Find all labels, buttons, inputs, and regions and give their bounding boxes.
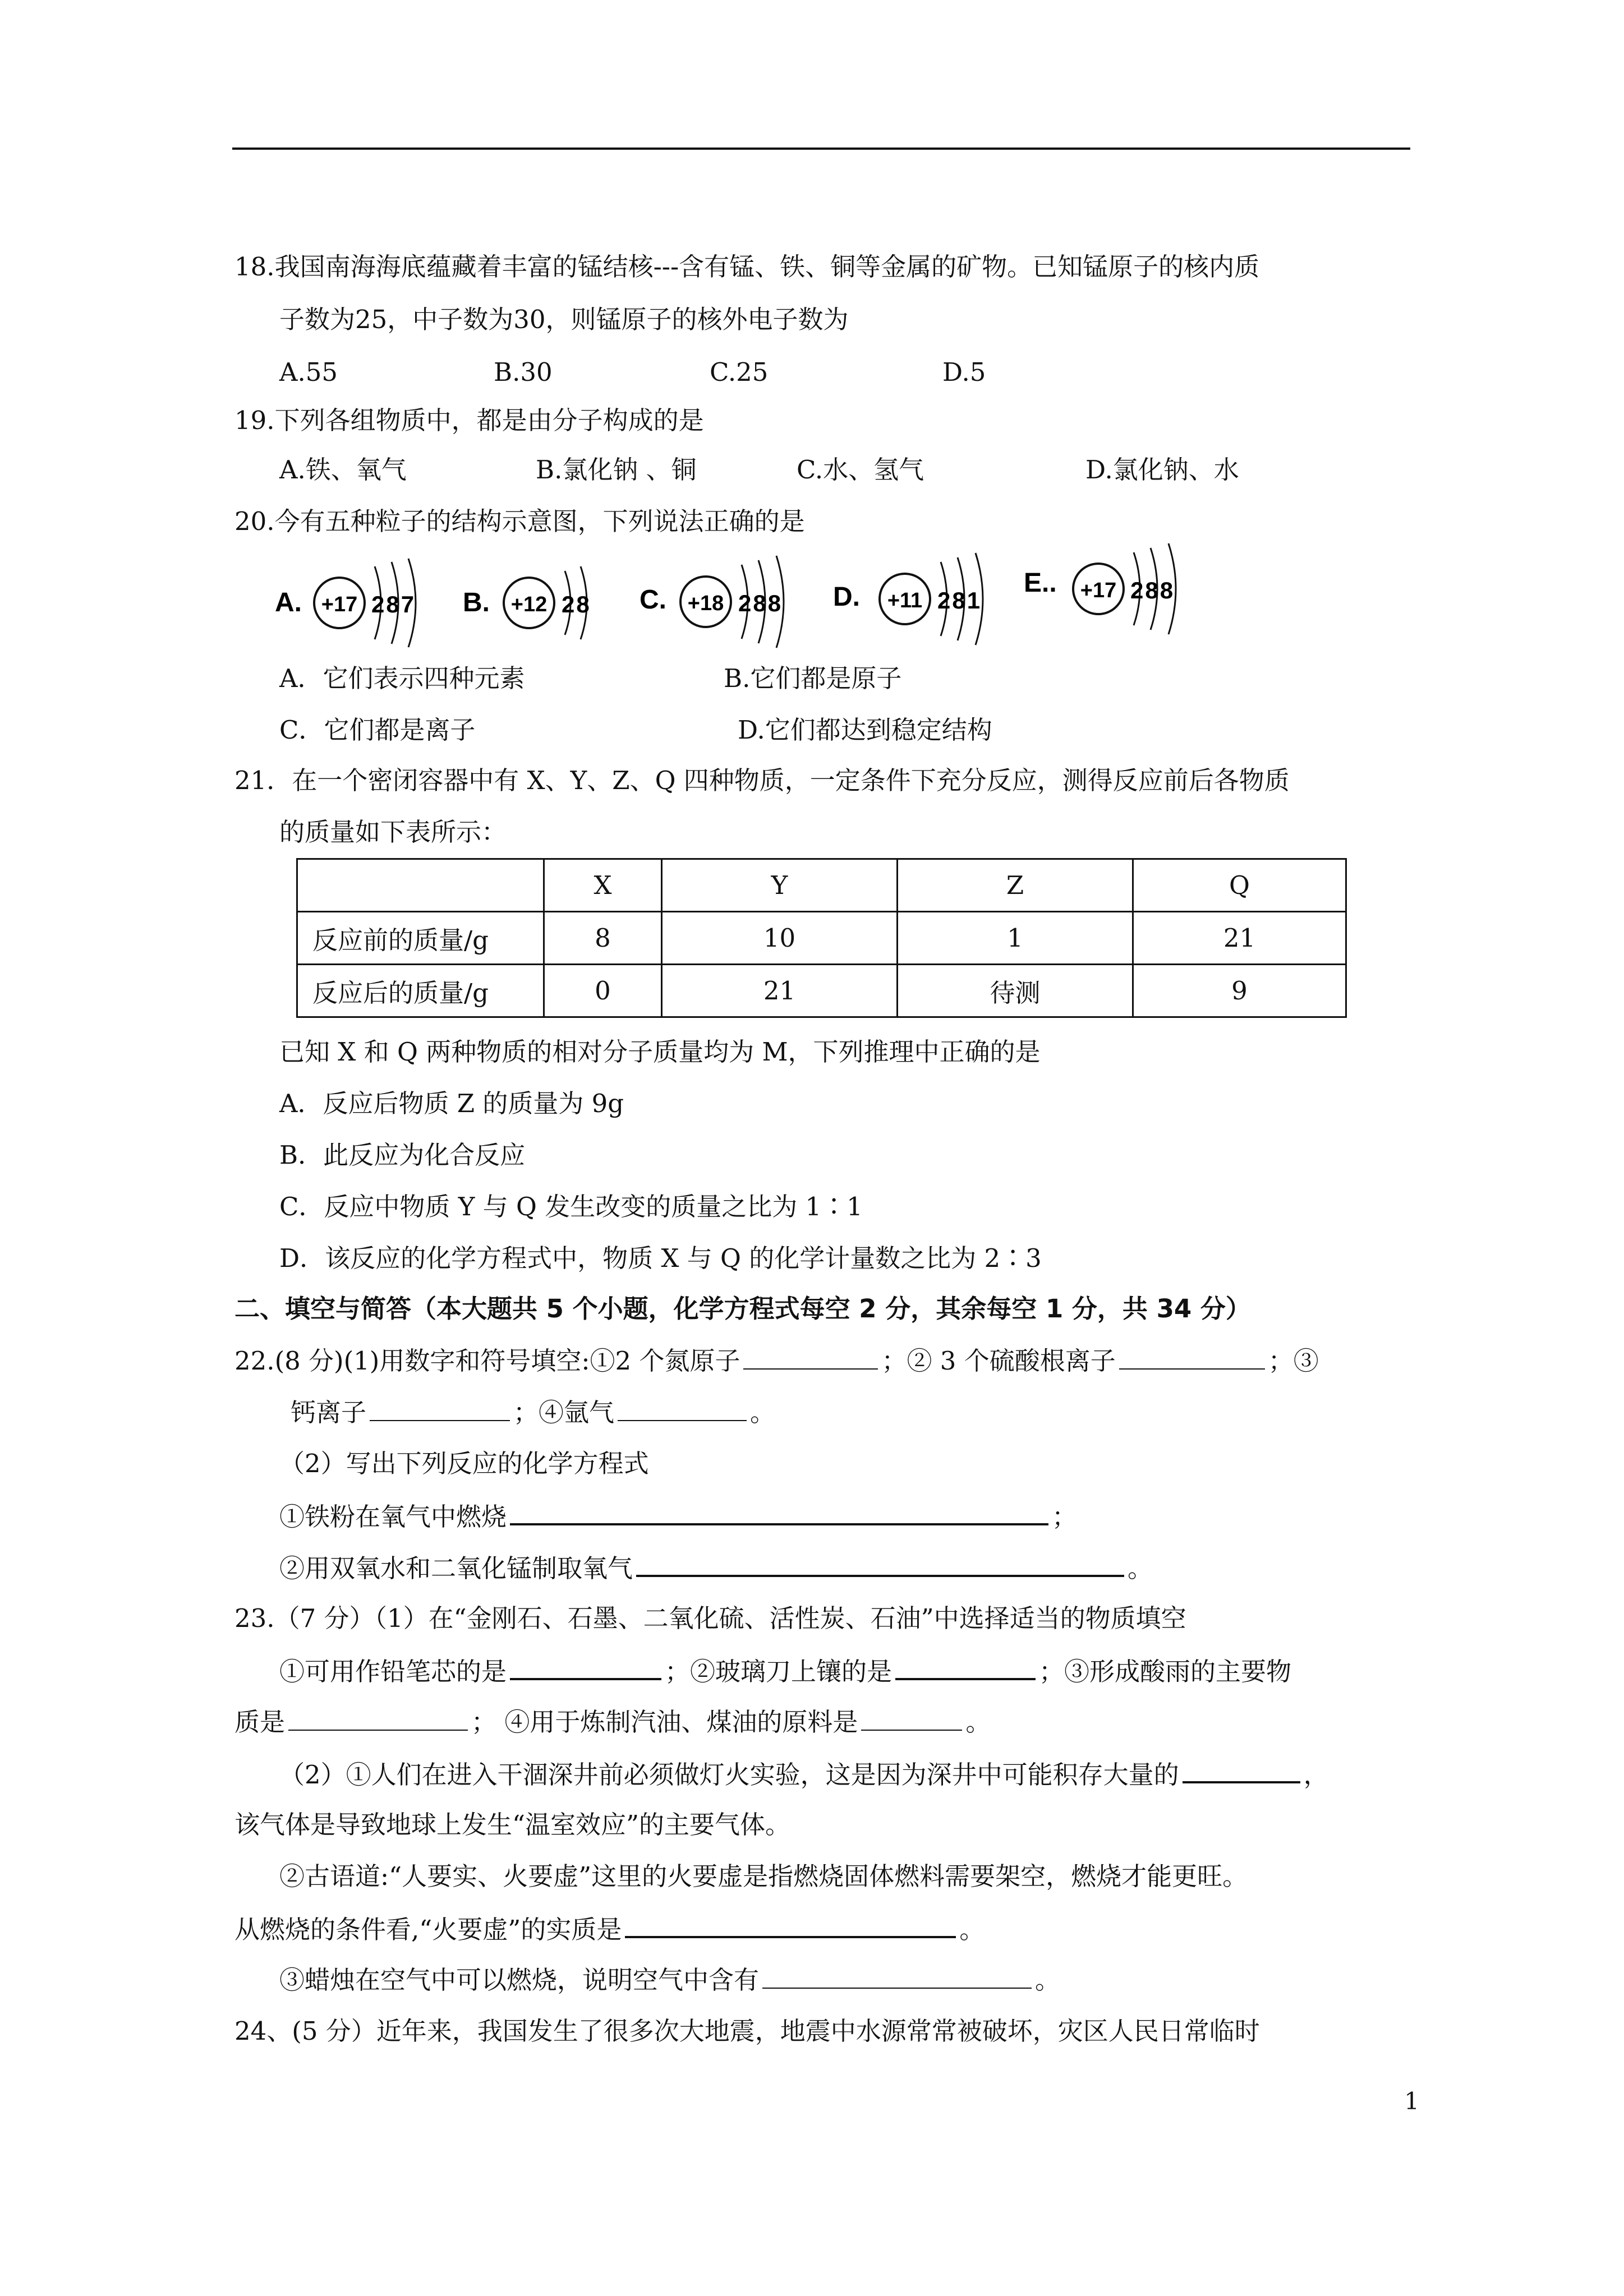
q19-option-d: D.氯化钠、水 xyxy=(1085,455,1239,485)
atom-a-nucleus: +17 xyxy=(321,593,358,616)
svg-text:288: 288 xyxy=(1130,577,1175,603)
svg-text:+11: +11 xyxy=(887,589,923,612)
q19-option-c: C.水、氢气 xyxy=(797,455,924,485)
q23-line8: ③蜡烛在空气中可以燃烧，说明空气中含有 。 xyxy=(279,1963,1060,1997)
atom-diagram-b xyxy=(463,555,609,653)
table-cell: 10 xyxy=(662,912,898,965)
q18-option-d: D.5 xyxy=(942,357,986,387)
q23-line4: （2）①人们在进入干涸深井前必须做灯火实验，这是因为深井中可能积存大量的 ， xyxy=(279,1756,1329,1792)
svg-text:+17: +17 xyxy=(1080,579,1117,602)
q21-option-d: D．该反应的化学方程式中，物质 X 与 Q 的化学计量数之比为 2∶3 xyxy=(279,1243,1042,1273)
q20-option-d: D.它们都达到稳定结构 xyxy=(738,715,992,745)
answer-blank[interactable] xyxy=(895,1653,1036,1680)
q18-option-a: A.55 xyxy=(279,357,338,387)
answer-blank[interactable] xyxy=(1119,1344,1265,1370)
svg-text:+18: +18 xyxy=(687,592,724,615)
q23-line3: 质是 ； ④用于炼制汽油、煤油的原料是 。 xyxy=(234,1705,991,1739)
q21-mass-table xyxy=(296,858,1347,1018)
q22-line5: ②用双氧水和二氧化锰制取氧气 。 xyxy=(279,1550,1153,1585)
q20-option-a: A．它们表示四种元素 xyxy=(279,663,525,693)
table-cell: Y xyxy=(662,859,898,912)
table-cell: 21 xyxy=(1133,912,1346,965)
table-cell: 8 xyxy=(544,912,662,965)
q20-stem: 20.今有五种粒子的结构示意图，下列说法正确的是 xyxy=(234,506,805,536)
answer-blank[interactable] xyxy=(1183,1756,1300,1783)
table-cell: 21 xyxy=(662,965,898,1017)
svg-text:E..: E.. xyxy=(1024,568,1057,598)
table-row xyxy=(297,965,1346,1017)
q22-line4: ①铁粉在氧气中燃烧 ； xyxy=(279,1499,1077,1534)
answer-blank[interactable] xyxy=(625,1911,956,1938)
q22-line2: 钙离子 ；④氩气 。 xyxy=(291,1395,775,1430)
table-row xyxy=(297,912,1346,965)
q21-option-c: C．反应中物质 Y 与 Q 发生改变的质量之比为 1∶1 xyxy=(279,1192,863,1221)
table-cell: 9 xyxy=(1133,965,1346,1017)
page-number: 1 xyxy=(1404,2087,1419,2115)
q21-option-b: B．此反应为化合反应 xyxy=(279,1140,526,1170)
table-cell: 待测 xyxy=(898,965,1133,1017)
table-cell: 0 xyxy=(544,965,662,1017)
q23-line1: 23.（7 分）（1）在“金刚石、石墨、二氧化硫、活性炭、石油”中选择适当的物质填空 xyxy=(234,1603,1186,1633)
svg-text:28: 28 xyxy=(562,591,591,617)
q19-stem: 19.下列各组物质中，都是由分子构成的是 xyxy=(234,405,704,435)
svg-text:C.: C. xyxy=(640,585,666,615)
svg-text:D.: D. xyxy=(833,582,860,612)
answer-blank[interactable] xyxy=(618,1395,747,1421)
answer-blank[interactable] xyxy=(510,1653,661,1680)
table-cell: 反应后的质量/g xyxy=(297,965,544,1017)
answer-blank[interactable] xyxy=(743,1344,878,1370)
q19-option-b: B.氯化钠 、铜 xyxy=(536,455,697,485)
table-cell: X xyxy=(544,859,662,912)
q24-line1: 24、(5 分）近年来，我国发生了很多次大地震，地震中水源常常被破坏，灾区人民日常临时 xyxy=(234,2016,1260,2046)
q18-option-c: C.25 xyxy=(710,357,769,387)
atom-diagram-d xyxy=(833,550,1013,653)
q21-stem-line2: 的质量如下表所示： xyxy=(279,817,507,847)
q21-stem-line1: 21．在一个密闭容器中有 X、Y、Z、Q 四种物质，一定条件下充分反应，测得反应前后各物质 xyxy=(234,766,1290,795)
q18-option-b: B.30 xyxy=(494,357,553,387)
atom-diagram-e xyxy=(1024,541,1203,650)
q18-stem-line1: 18.我国南海海底蕴藏着丰富的锰结核---含有锰、铁、铜等金属的矿物。已知锰原子的核内质 xyxy=(234,252,1260,282)
table-header-row xyxy=(297,859,1346,912)
atom-diagram-a xyxy=(275,555,443,653)
answer-blank[interactable] xyxy=(510,1499,1048,1525)
q18-stem-line2: 子数为25，中子数为30，则锰原子的核外电子数为 xyxy=(279,305,849,334)
svg-text:+12: +12 xyxy=(510,593,548,616)
q21-note: 已知 X 和 Q 两种物质的相对分子质量均为 M，下列推理中正确的是 xyxy=(279,1037,1041,1067)
answer-blank[interactable] xyxy=(288,1705,468,1731)
q23-line2: ①可用作铅笔芯的是 ；②玻璃刀上镶的是 ；③形成酸雨的主要物 xyxy=(279,1653,1291,1689)
q21-option-a: A．反应后物质 Z 的质量为 9g xyxy=(279,1089,624,1118)
table-cell: Z xyxy=(898,859,1133,912)
svg-text:281: 281 xyxy=(937,587,982,614)
q23-line5: 该气体是导致地球上发生“温室效应”的主要气体。 xyxy=(234,1810,791,1839)
table-cell: 1 xyxy=(898,912,1133,965)
section-heading: 二、填空与简答（本大题共 5 个小题，化学方程式每空 2 分，其余每空 1 分，共 34 分） xyxy=(234,1294,1251,1324)
atom-a-shells: 287 xyxy=(371,591,416,617)
svg-text:288: 288 xyxy=(738,590,783,616)
atom-a-label: A. xyxy=(275,588,302,617)
q19-option-a: A.铁、氧气 xyxy=(279,455,407,485)
answer-blank[interactable] xyxy=(762,1963,1032,1989)
table-cell xyxy=(297,859,544,912)
answer-blank[interactable] xyxy=(370,1395,510,1421)
q22-line1: 22.(8 分)(1)用数字和符号填空:①2 个氮原子 ；② 3 个硫酸根离子 ；③ xyxy=(234,1344,1319,1378)
table-cell: Q xyxy=(1133,859,1346,912)
q20-option-c: C．它们都是离子 xyxy=(279,715,476,745)
q23-line7: 从燃烧的条件看,“火要虚”的实质是 。 xyxy=(234,1911,984,1947)
header-rule xyxy=(232,147,1410,150)
answer-blank[interactable] xyxy=(861,1705,962,1731)
table-cell: 反应前的质量/g xyxy=(297,912,544,965)
atom-diagram-c xyxy=(640,552,819,656)
svg-text:B.: B. xyxy=(463,588,490,617)
q23-line6: ②古语道:“人要实、火要虚”这里的火要虚是指燃烧固体燃料需要架空，燃烧才能更旺。 xyxy=(279,1861,1248,1891)
q20-option-b: B.它们都是原子 xyxy=(724,663,902,693)
q22-line3: （2）写出下列反应的化学方程式 xyxy=(279,1449,649,1478)
answer-blank[interactable] xyxy=(636,1550,1124,1577)
